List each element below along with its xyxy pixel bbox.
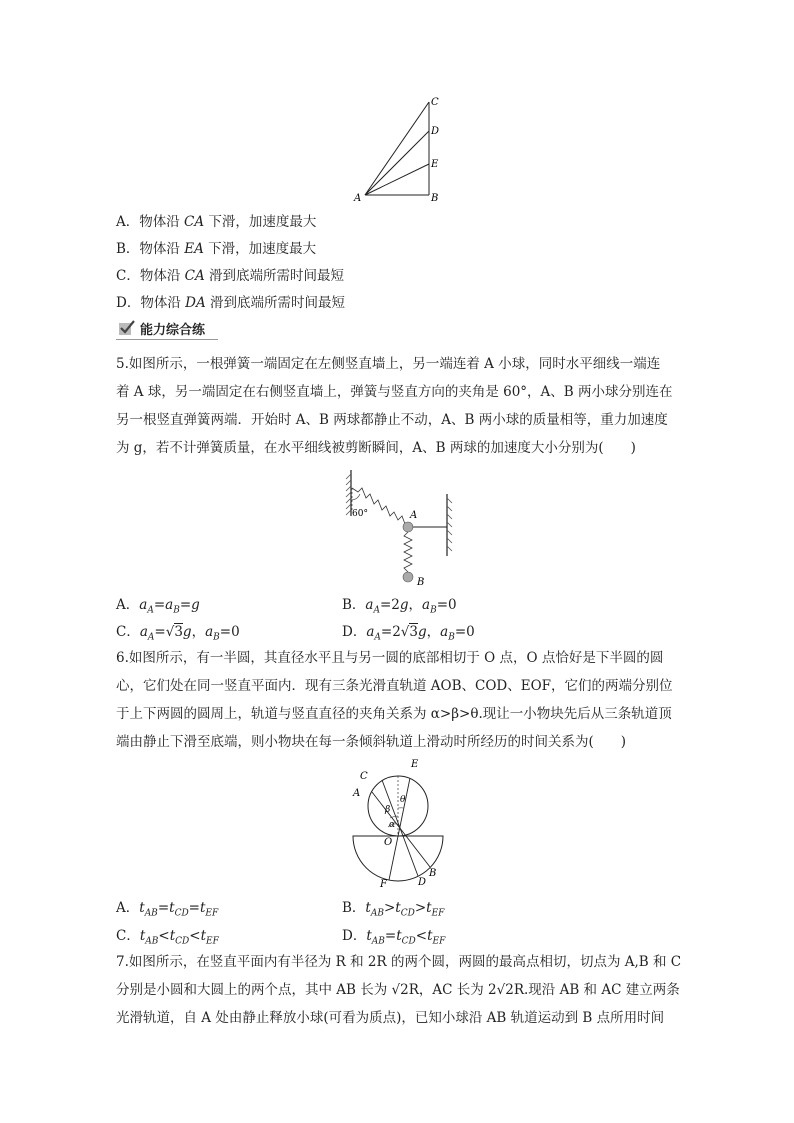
q4-option-b: B．物体沿 EA 下滑，加速度最大	[116, 241, 317, 257]
ball-b-label: B	[417, 577, 425, 588]
q6-option-c: C．$t_{AB}<t_{CD}<t_{EF}$	[116, 928, 219, 947]
label-E: E	[431, 159, 439, 170]
label-C: C	[360, 771, 368, 782]
q5-line-4: 为 g，若不计弹簧质量，在水平细线被剪断瞬间，A、B 两球的加速度大小分别为( )	[116, 440, 636, 456]
label-O: O	[384, 837, 393, 848]
q4-option-c: C．物体沿 CA 滑到底端所需时间最短	[116, 268, 345, 284]
label-A: A	[354, 193, 362, 204]
label-beta: β	[385, 805, 391, 815]
checkbox-icon	[118, 320, 136, 336]
section-title: 能力综合练	[140, 323, 206, 338]
q6-line-4: 端由静止下滑至底端，则小物块在每一条倾斜轨道上滑动时所经历的时间关系为( )	[116, 734, 627, 750]
label-A: A	[353, 788, 361, 799]
section-header	[116, 318, 218, 340]
section-underline	[116, 339, 218, 340]
ball-a-label: A	[410, 510, 418, 521]
label-C: C	[431, 97, 439, 108]
q4-option-d: D．物体沿 DA 滑到底端所需时间最短	[116, 295, 345, 311]
q5-line-3: 另一根竖直弹簧两端．开始时 A、B 两球都静止不动，A、B 两小球的质量相等，重力加速度	[116, 412, 668, 428]
q7-line-1: 7.如图所示，在竖直平面内有半径为 R 和 2R 的两个圆，两圆的最高点相切，切点为 A,B 和 C	[116, 954, 682, 970]
q7-line-2: 分别是小圆和大圆上的两个点，其中 AB 长为 √2R，AC 长为 2√2R.现沿 AB 和 AC 建立两条	[116, 982, 680, 998]
q5-option-d: D．$a_A=2√3g$，$a_B=0$	[342, 624, 475, 643]
figure-spring-balls	[342, 466, 462, 590]
q7-line-3: 光滑轨道，自 A 处由静止释放小球(可看为质点)，已知小球沿 AB 轨道运动到 B 点所用时间	[116, 1010, 665, 1026]
label-B: B	[431, 193, 439, 204]
figure-incline-triangle	[345, 92, 445, 204]
q5-line-2: 着 A 球，另一端固定在右侧竖直墙上，弹簧与竖直方向的夹角是 60°，A、B 两小球分别连在	[116, 384, 673, 400]
q6-option-b: B．$t_{AB}>t_{CD}>t_{EF}$	[342, 900, 445, 919]
figure-circles-tracks	[348, 756, 448, 890]
label-theta: θ	[400, 795, 406, 805]
q6-option-d: D．$t_{AB}=t_{CD}<t_{EF}$	[342, 928, 446, 947]
label-D: D	[431, 126, 440, 137]
label-F: F	[380, 879, 387, 890]
label-D: D	[418, 877, 427, 888]
q5-option-c: C．$a_A=√3g$，$a_B=0$	[116, 624, 240, 643]
q6-line-1: 6.如图所示，有一半圆，其直径水平且与另一圆的底部相切于 O 点，O 点恰好是下半圆的圆	[116, 650, 664, 666]
q5-line-1: 5.如图所示，一根弹簧一端固定在左侧竖直墙上，另一端连着 A 小球，同时水平细线一端连	[116, 356, 661, 372]
q6-option-a: A．$t_{AB}=t_{CD}=t_{EF}$	[116, 900, 219, 919]
label-alpha: α	[389, 820, 396, 830]
q4-option-a: A．物体沿 CA 下滑，加速度最大	[116, 214, 317, 230]
q6-line-3: 于上下两圆的圆周上，轨道与竖直直径的夹角关系为 α>β>θ.现让一小物块先后从三条轨道顶	[116, 706, 672, 722]
q5-option-b: B．$a_A=2g$，$a_B=0$	[342, 597, 457, 616]
angle-label: 60°	[352, 509, 368, 519]
label-B: B	[429, 868, 437, 879]
q6-line-2: 心，它们处在同一竖直平面内．现有三条光滑直轨道 AOB、COD、EOF，它们的两端分别位	[116, 678, 673, 694]
label-E: E	[411, 759, 419, 770]
q5-option-a: A．$a_A=a_B=g$	[116, 597, 200, 616]
